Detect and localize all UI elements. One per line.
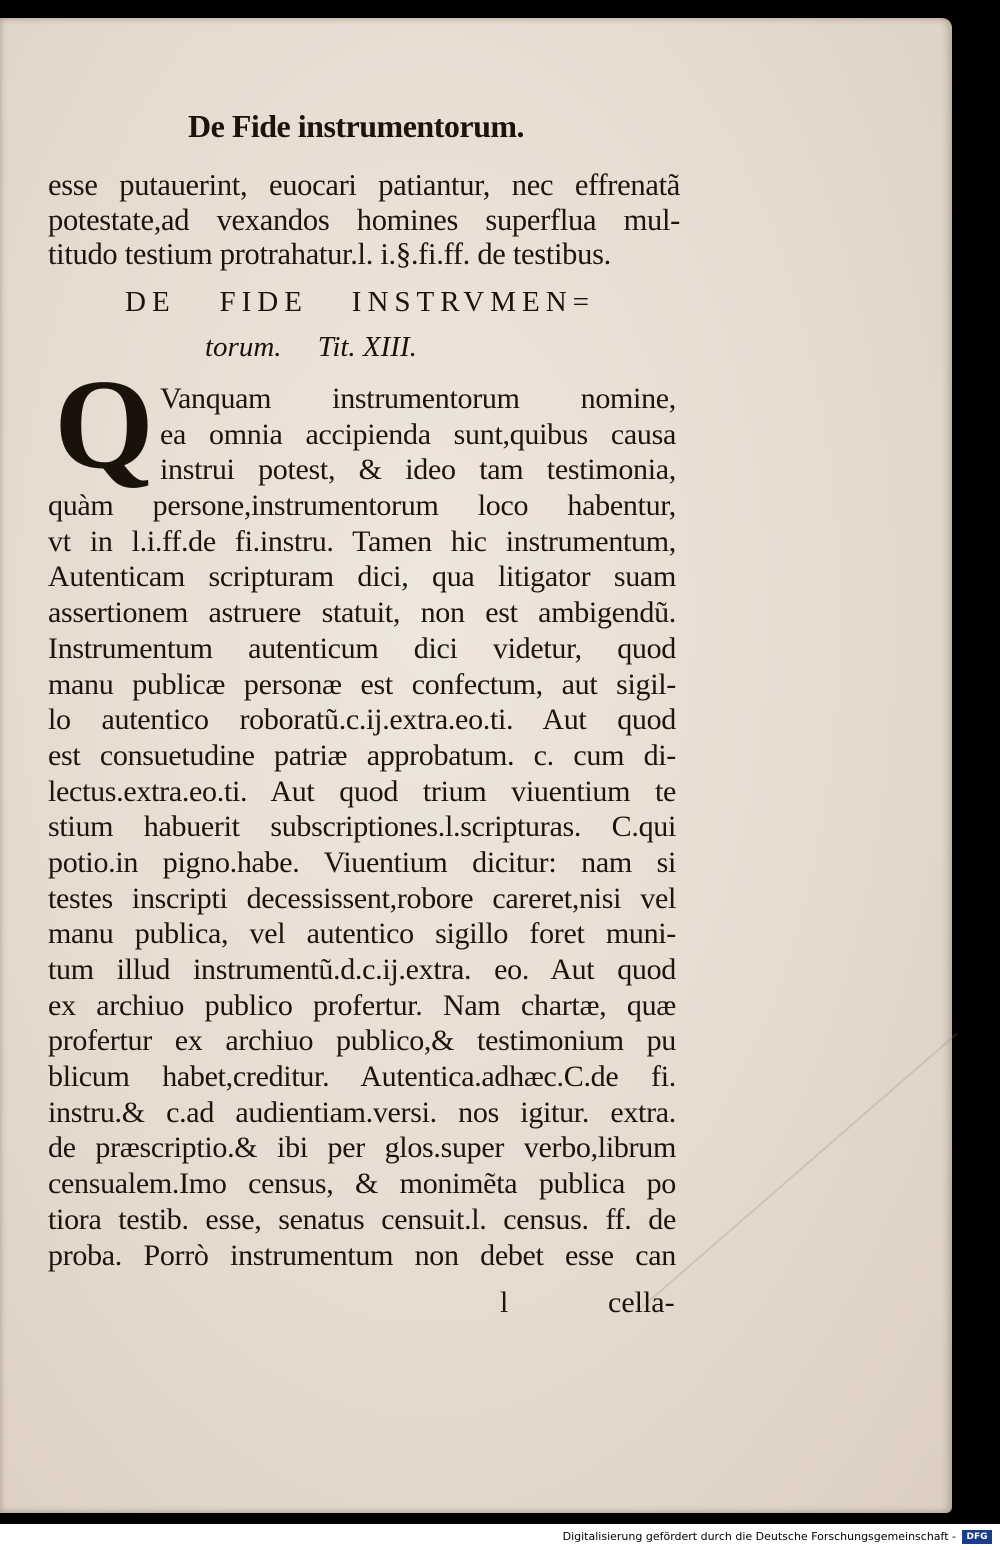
drop-cap-initial: Q [54, 353, 154, 495]
running-head: De Fide instrumentorum. [188, 108, 525, 144]
text-line: de præscriptio.& ibi per glos.super verbo,librum [48, 1131, 676, 1165]
page-fold-crease [639, 1033, 957, 1310]
text-line: instrui potest, & ideo tam testimonia, [160, 453, 676, 487]
footer-credit: Digitalisierung gefördert durch die Deutsche Forschungsgemeinschaft - [562, 1530, 956, 1543]
section-heading-line-2: torum. Tit. XIII. [205, 331, 417, 363]
dfg-logo: DFG [962, 1530, 992, 1544]
text-line: titudo testium protrahatur.l. i.§.fi.ff. de testibus. [48, 237, 611, 272]
text-line: esse putauerint, euocari patiantur, nec effrenatã [48, 168, 680, 202]
text-line: profertur ex archiuo publico,& testimonium pu [48, 1024, 676, 1058]
text-line: tum illud instrumentũ.d.c.ij.extra. eo. Aut quod [48, 953, 676, 986]
text-line: censualem.Imo census, & monimẽta publica po [48, 1167, 676, 1201]
text-line: tiora testib. esse, senatus censuit.l. census. ff. de [48, 1202, 676, 1236]
text-line: Vanquam instrumentorum nomine, [160, 382, 676, 415]
text-line: Autenticam scripturam dici, qua litigator suam [48, 560, 676, 594]
text-line: ea omnia accipienda sunt,quibus causa [160, 417, 676, 451]
section-heading-line-1: DE FIDE INSTRVMEN= [125, 286, 595, 318]
text-line: blicum habet,creditur. Autentica.adhæc.C.de fi. [48, 1060, 676, 1094]
text-line: manu publica, vel autentico sigillo foret muni- [48, 917, 676, 951]
text-line: stium habuerit subscriptiones.l.scripturas. C.qui [48, 810, 676, 844]
text-line: est consuetudine patriæ approbatum. c. cum di- [48, 738, 676, 772]
text-line: quàm persone,instrumentorum loco habentur, [48, 489, 676, 523]
text-line: proba. Porrò instrumentum non debet esse can [48, 1238, 676, 1272]
book-page [0, 18, 952, 1513]
body-text-block [48, 381, 676, 1273]
text-line: potio.in pigno.habe. Viuentium dicitur: nam si [48, 845, 676, 879]
signature-mark: l [500, 1286, 509, 1319]
top-text-block [48, 168, 680, 272]
digitization-footer [0, 1524, 1000, 1550]
catchword: cella- [608, 1286, 675, 1319]
text-line: lo autentico roboratũ.c.ij.extra.eo.ti. Aut quod [48, 703, 676, 737]
text-line: vt in l.i.ff.de fi.instru. Tamen hic instrumentum, [48, 524, 676, 558]
text-line: ex archiuo publico profertur. Nam chartæ, quæ [48, 988, 676, 1022]
text-line: potestate,ad vexandos homines superflua mul- [48, 202, 680, 237]
text-line: instru.& c.ad audientiam.versi. nos igitur. extra. [48, 1095, 676, 1129]
text-line: Instrumentum autenticum dici videtur, quod [48, 631, 676, 665]
text-line: testes inscripti decessissent,robore careret,nisi vel [48, 881, 676, 915]
text-line: manu publicæ personæ est confectum, aut sigil- [48, 667, 676, 701]
text-line: assertionem astruere statuit, non est ambigendũ. [48, 596, 676, 630]
text-line: lectus.extra.eo.ti. Aut quod trium viuentium te [48, 774, 676, 808]
